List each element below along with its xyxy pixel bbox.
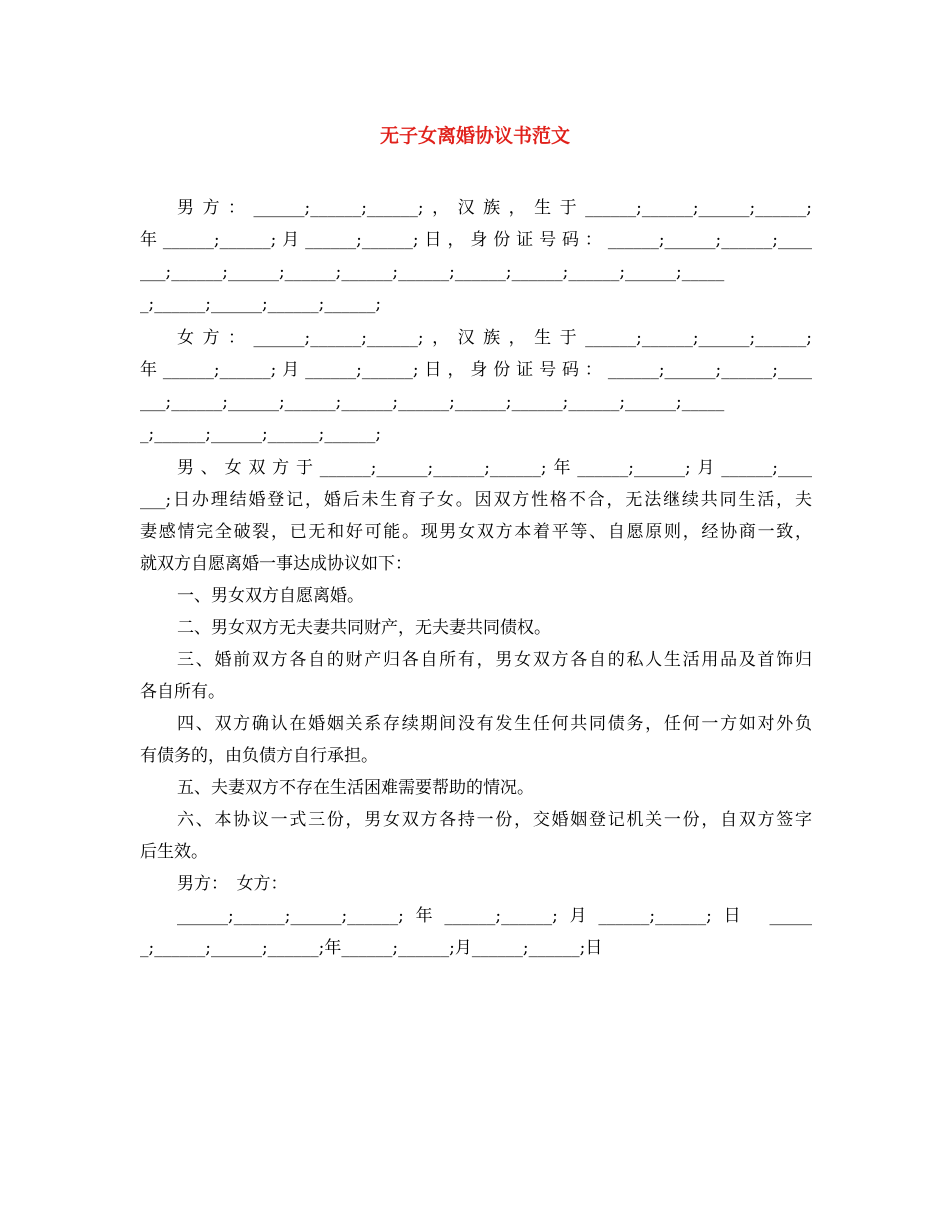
document-line: _;______;______;______;______; [140,294,382,314]
document-line: 四、双方确认在婚姻关系存续期间没有发生任何共同债务，任何一方如对外负 [177,714,812,734]
document-line: _;______;______;______;年______;______;月______;______;日 [140,938,603,958]
document-title: 无子女离婚协议书范文 [379,125,570,147]
document-line: 男、女双方于______;______;______;______;年______;______;月______;____ [177,458,812,478]
document-line: 六、本协议一式三份，男女双方各持一份，交婚姻登记机关一份，自双方签字 [177,810,812,830]
document-line: 二、男女双方无夫妻共同财产，无夫妻共同债权。 [177,618,551,638]
document-line: ___;______;______;______;______;______;______;______;______;______;_____ [140,262,725,282]
document-line: 女方：______;______;______;，汉族，生于______;______;______;______; [177,328,812,348]
document-line: 年______;______;月______;______;日，身份证号码：______;______;______;____ [140,230,812,250]
document-line: ___;日办理结婚登记，婚后未生育子女。因双方性格不合，无法继续共同生活，夫 [140,490,812,510]
document-line: ______;______;______;______;年______;______;月______;______;日 _____ [177,906,812,926]
document-line: 后生效。 [140,842,208,862]
document-line: 各自所有。 [140,682,225,702]
document-line: ___;______;______;______;______;______;______;______;______;______;_____ [140,392,725,412]
document-line: 五、夫妻双方不存在生活困难需要帮助的情况。 [177,778,534,798]
document-line: 年______;______;月______;______;日，身份证号码：______;______;______;____ [140,360,812,380]
document-line: 男方： 女方： [177,874,288,894]
document-line: 有债务的，由负债方自行承担。 [140,746,378,766]
document-line: 男方：______;______;______;，汉族，生于______;______;______;______; [177,198,812,218]
document-line: 就双方自愿离婚一事达成协议如下： [140,554,412,574]
document-line: 妻感情完全破裂，已无和好可能。现男女双方本着平等、自愿原则，经协商一致， [140,522,812,542]
document-line: 三、婚前双方各自的财产归各自所有，男女双方各自的私人生活用品及首饰归 [177,650,812,670]
document-line: 一、男女双方自愿离婚。 [177,586,364,606]
document-line: _;______;______;______;______; [140,424,382,444]
document-body [140,192,812,964]
